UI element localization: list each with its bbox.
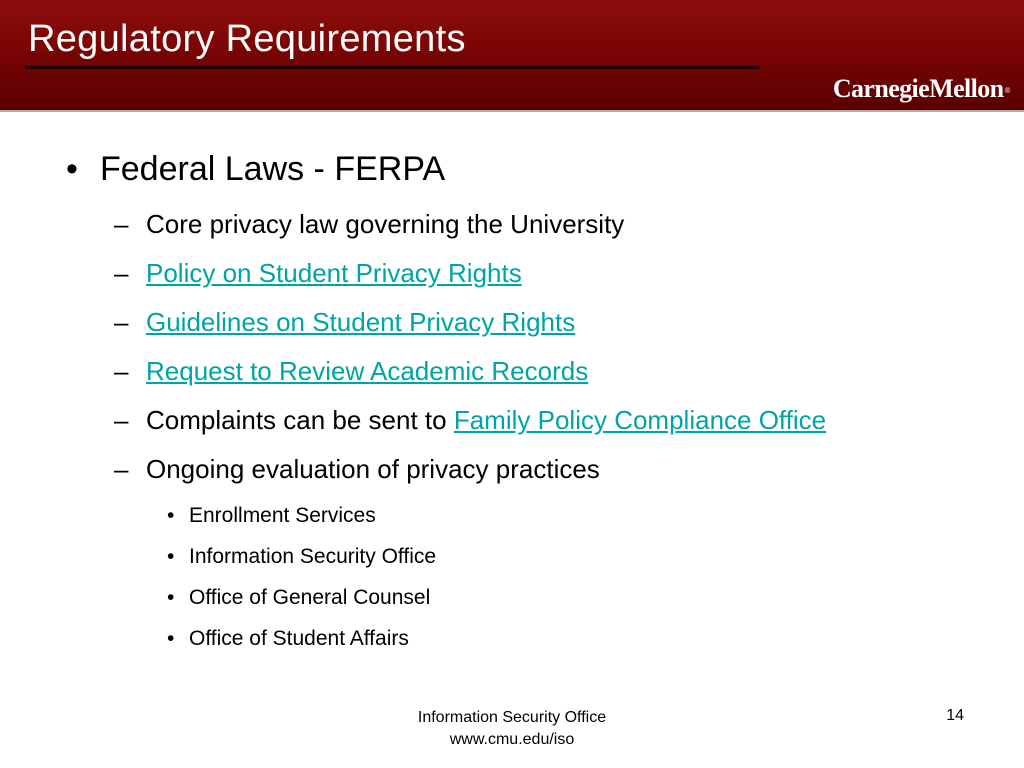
dash-icon: – [114, 405, 129, 435]
list-item-text: Enrollment Services [189, 504, 376, 527]
bullet-icon: • [167, 545, 175, 568]
sub-bullet-request-link [114, 356, 588, 387]
list-item-information-security-office [167, 545, 436, 569]
dash-icon: – [114, 307, 129, 337]
bullet-icon: • [167, 627, 175, 650]
list-item-student-affairs [167, 627, 409, 651]
dash-icon: – [114, 209, 129, 239]
sub-bullet-core-privacy-law [114, 209, 624, 240]
dash-icon: – [114, 454, 129, 484]
sub-bullet-guidelines-link [114, 307, 575, 338]
list-item-general-counsel [167, 586, 430, 610]
guidelines-on-student-privacy-rights-link[interactable]: Guidelines on Student Privacy Rights [146, 307, 576, 337]
logo-wordmark: CarnegieMellon [832, 74, 1004, 103]
dash-icon: – [114, 356, 129, 386]
sub-bullet-text: Complaints can be sent to [146, 405, 454, 435]
slide-footer [384, 707, 640, 751]
sub-bullet-text: Core privacy law governing the University [146, 209, 625, 239]
list-item-text: Office of Student Affairs [189, 627, 409, 650]
policy-on-student-privacy-rights-link[interactable]: Policy on Student Privacy Rights [146, 258, 522, 288]
dash-icon: – [114, 258, 129, 288]
family-policy-compliance-office-link[interactable]: Family Policy Compliance Office [453, 405, 827, 435]
bullet-icon: • [167, 504, 175, 527]
sub-bullet-text: Ongoing evaluation of privacy practices [146, 454, 600, 484]
sub-bullet-policy-link [114, 258, 522, 289]
bullet-icon: • [167, 586, 175, 609]
footer-office-name: Information Security Office [417, 709, 607, 726]
bullet-federal-laws [66, 150, 445, 189]
list-item-text: Office of General Counsel [189, 586, 431, 609]
bullet-heading-text: Federal Laws - FERPA [100, 150, 446, 188]
list-item-text: Information Security Office [189, 545, 437, 568]
slide-title: Regulatory Requirements [28, 18, 466, 60]
sub-bullet-complaints [114, 405, 826, 436]
list-item-enrollment-services [167, 504, 376, 528]
sub-bullet-ongoing-evaluation [114, 454, 600, 485]
footer-url: www.cmu.edu/iso [449, 731, 575, 748]
request-to-review-academic-records-link[interactable]: Request to Review Academic Records [146, 356, 589, 386]
page-number: 14 [946, 707, 964, 724]
registered-mark: ® [1004, 86, 1010, 95]
bullet-icon: • [66, 150, 78, 188]
